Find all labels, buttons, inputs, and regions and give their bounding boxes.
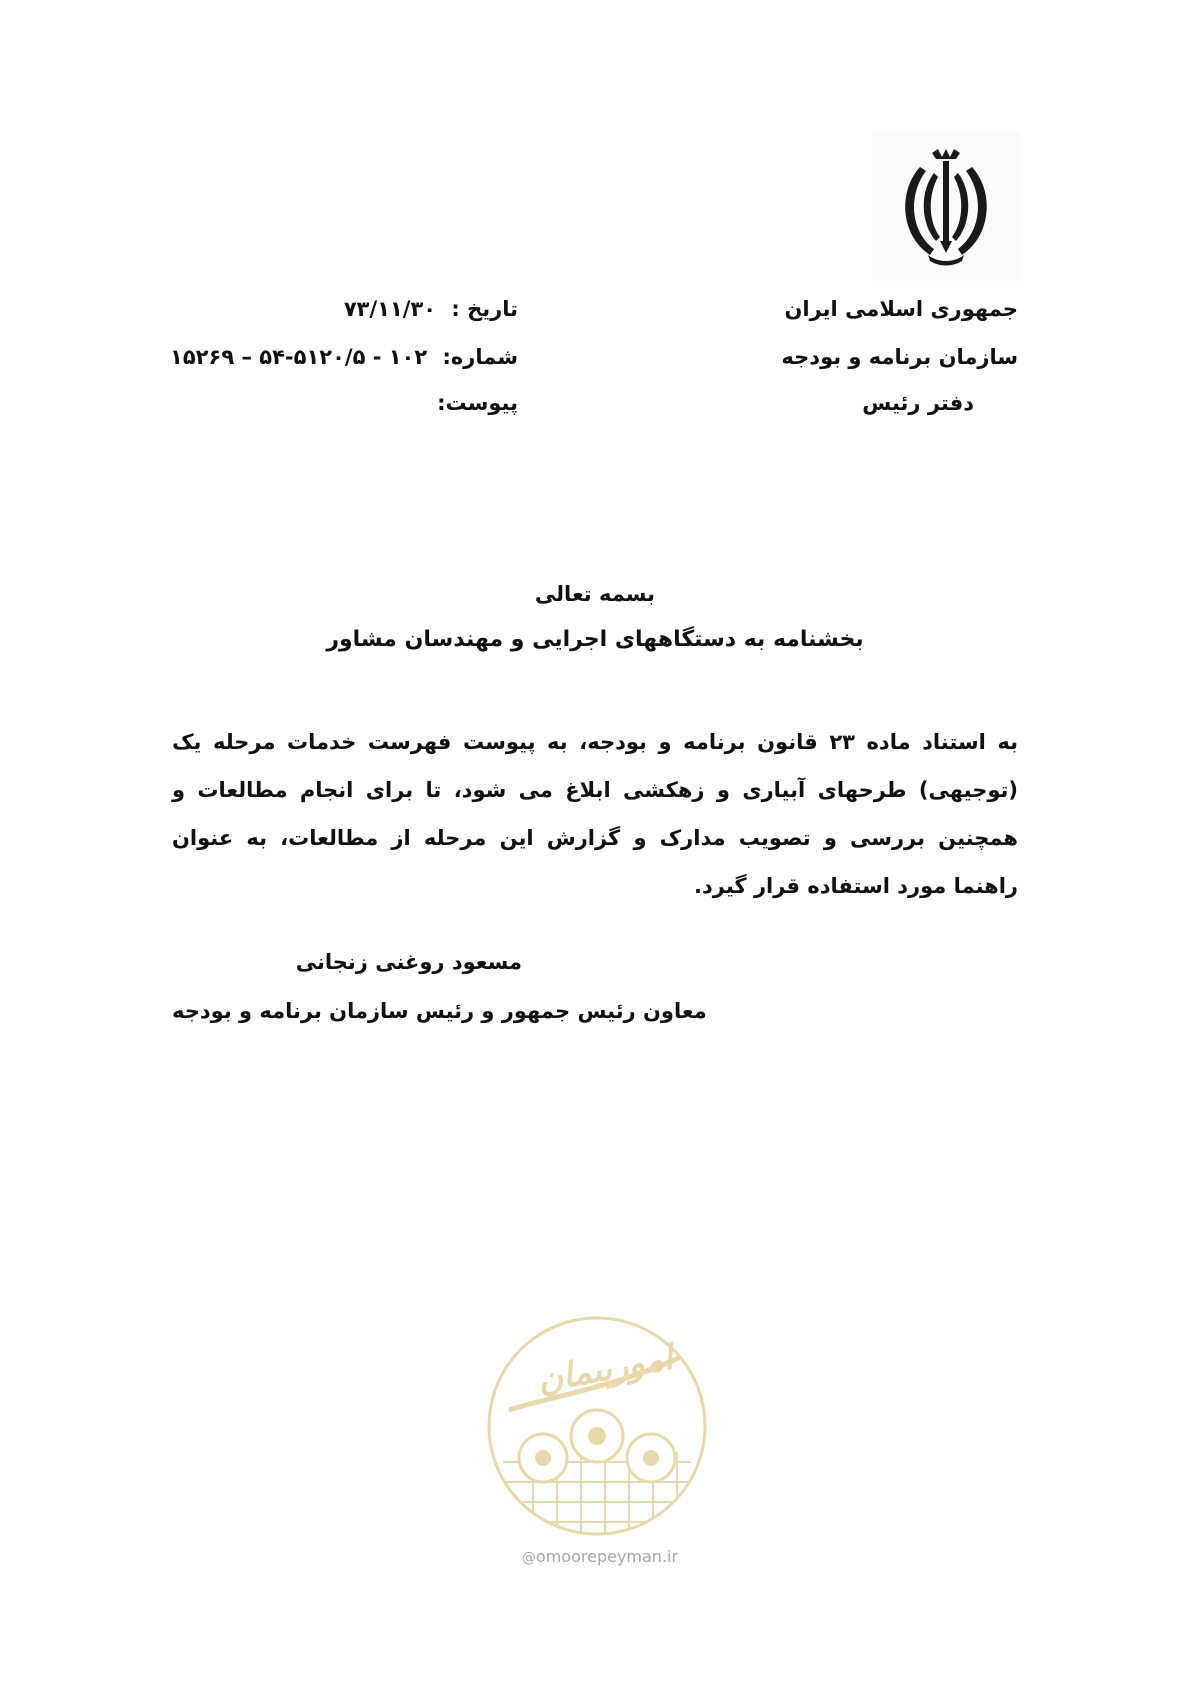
org-office: دفتر رئیس <box>862 391 974 415</box>
date-line <box>344 296 518 322</box>
iran-emblem-icon <box>872 131 1020 281</box>
attachment-label: پیوست: <box>437 391 518 415</box>
date-value: ۷۳/۱۱/۳۰ <box>343 297 437 321</box>
emblem <box>872 131 1020 281</box>
signatory-title: معاون رئیس جمهور و رئیس سازمان برنامه و بودجه <box>172 999 707 1023</box>
watermark-url-text: omoorepeyman.ir <box>535 1547 679 1566</box>
date-label: تاریخ : <box>451 297 518 321</box>
at-icon: @ <box>521 1550 536 1566</box>
number-label: شماره: <box>442 345 518 369</box>
number-value: ۱۰۲ - ۵۱۲۰/۵-۵۴ – ۱۵۲۶۹ <box>170 345 428 369</box>
org-name: جمهوری اسلامی ایران <box>784 297 1018 321</box>
watermark-url <box>495 1547 705 1566</box>
signatory-name: مسعود روغنی زنجانی <box>295 950 522 974</box>
watermark-logo <box>483 1312 711 1540</box>
body-paragraph: به استناد ماده ۲۳ قانون برنامه و بودجه، به پیوست فهرست خدمات مرحله یک (توجیهی) طرحهای آبیاری و زهکشی ابلاغ می شود، تا برای انجام مطالعات و همچنین بررسی و تصویب مدارک و گزارش این مرحله از مطالعات، به عنوان راهنما مورد استفاده قرار گیرد. <box>172 730 1018 898</box>
circular-title: بخشنامه به دستگاههای اجرایی و مهندسان مشاور <box>326 627 864 652</box>
svg-text:امورپیمان: امورپیمان <box>534 1337 676 1401</box>
number-line <box>170 344 518 370</box>
org-department: سازمان برنامه و بودجه <box>781 345 1018 369</box>
salutation: بسمه تعالی <box>534 582 656 606</box>
attachment-line <box>437 390 518 416</box>
